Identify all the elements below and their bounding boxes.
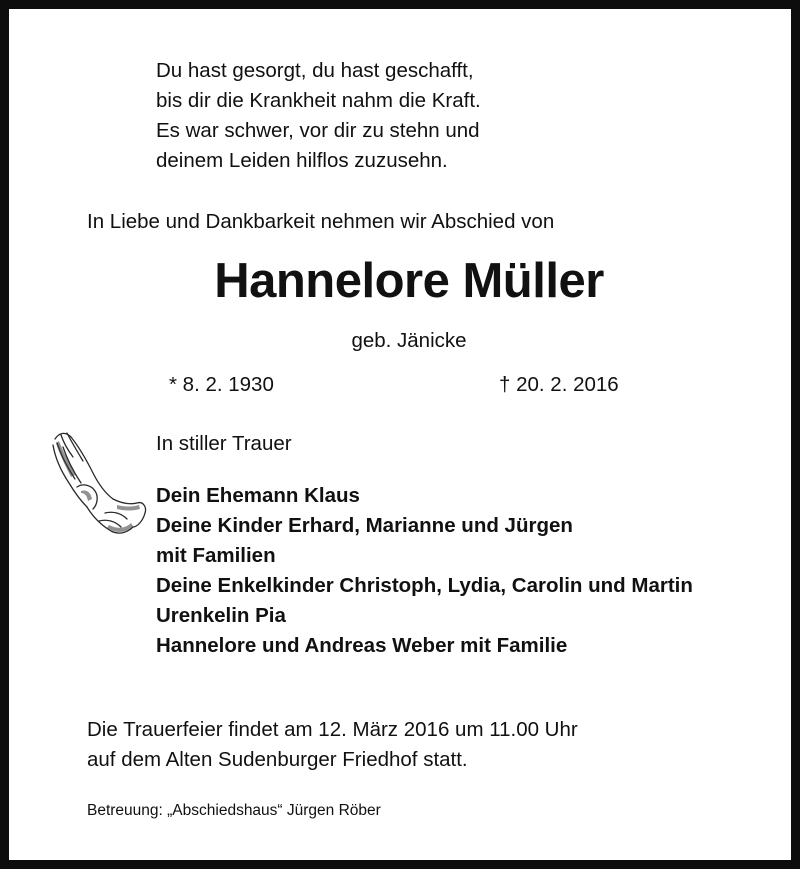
funeral-home-note: Betreuung: „Abschiedshaus“ Jürgen Röber: [87, 802, 381, 819]
death-date: † 20. 2. 2016: [499, 373, 619, 396]
poem-line: bis dir die Krankheit nahm die Kraft.: [156, 89, 481, 112]
service-line: auf dem Alten Sudenburger Friedhof statt.: [87, 748, 468, 771]
mourner-line: Dein Ehemann Klaus: [156, 484, 360, 507]
mourner-line: Deine Enkelkinder Christoph, Lydia, Carolin und Martin: [156, 574, 693, 597]
mourner-line: mit Familien: [156, 544, 276, 567]
maiden-name: geb. Jänicke: [351, 329, 467, 352]
service-line: Die Trauerfeier findet am 12. März 2016 um 11.00 Uhr: [87, 718, 578, 741]
mourner-line: Hannelore und Andreas Weber mit Familie: [156, 634, 568, 657]
praying-hands-icon: [47, 427, 149, 539]
mourner-line: Deine Kinder Erhard, Marianne und Jürgen: [156, 514, 573, 537]
farewell-intro: In Liebe und Dankbarkeit nehmen wir Abschied von: [87, 210, 555, 233]
deceased-name: Hannelore Müller: [214, 254, 604, 308]
birth-date: * 8. 2. 1930: [169, 373, 274, 396]
poem: [156, 56, 481, 176]
poem-line: deinem Leiden hilflos zuzusehn.: [156, 149, 448, 172]
mourners-list: [156, 481, 693, 661]
mourner-line: Urenkelin Pia: [156, 604, 286, 627]
funeral-service-info: [87, 715, 578, 775]
grief-line: In stiller Trauer: [156, 432, 292, 455]
poem-line: Du hast gesorgt, du hast geschafft,: [156, 59, 474, 82]
poem-line: Es war schwer, vor dir zu stehn und: [156, 119, 480, 142]
